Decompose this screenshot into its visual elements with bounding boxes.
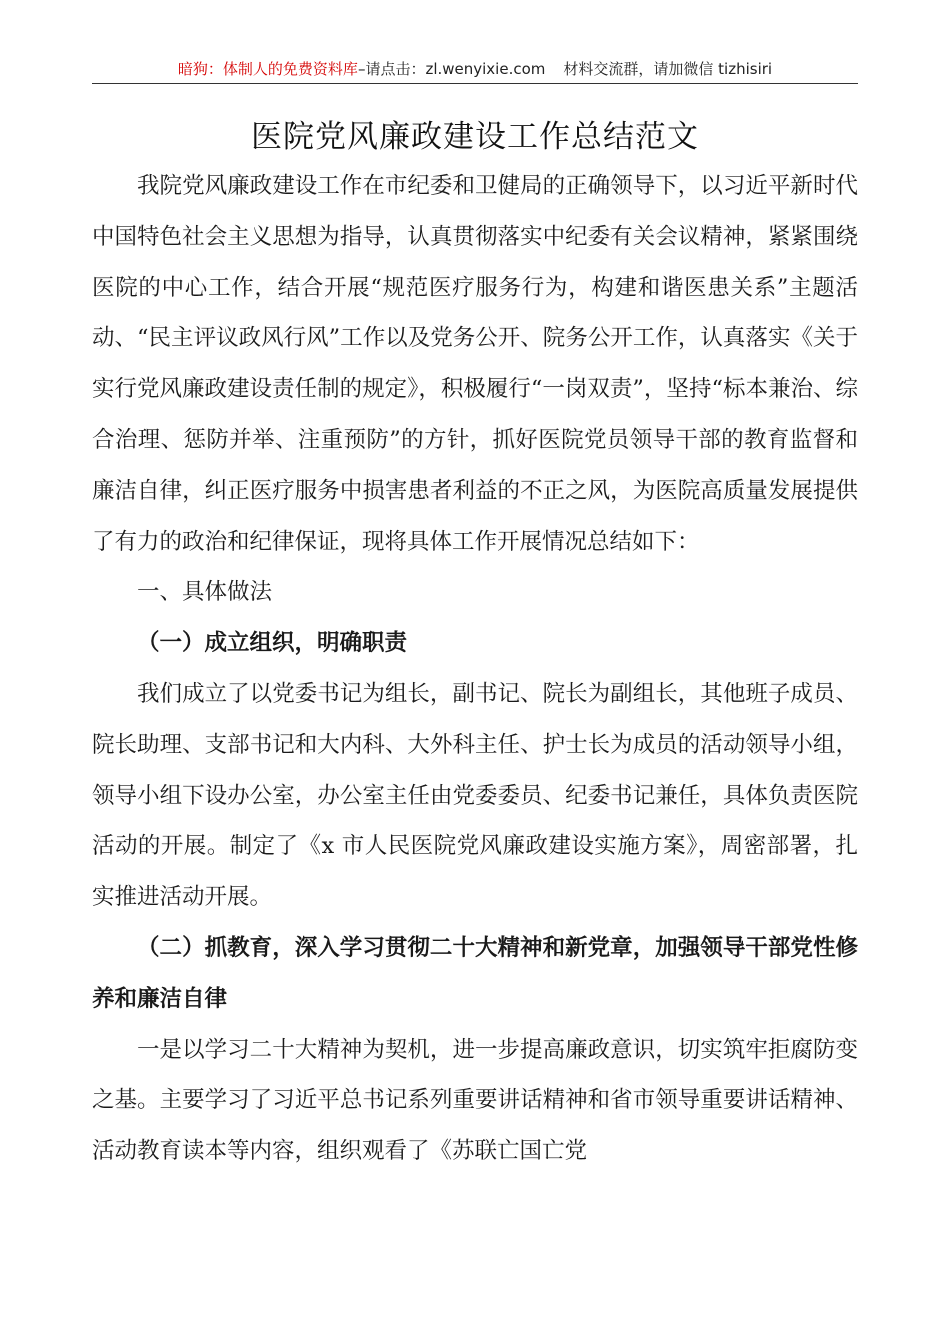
body-paragraph: 一是以学习二十大精神为契机，进一步提高廉政意识，切实筑牢拒腐防变之基。主要学习了习近平总书记系列重要讲话精神和省市领导重要讲话精神、活动教育读本等内容，组织观看了《苏联亡国亡党 (92, 1036, 858, 1165)
watermark-header (92, 56, 858, 82)
intro-paragraph: 我院党风廉政建设工作在市纪委和卫健局的正确领导下，以习近平新时代中国特色社会主义思想为指导，认真贯彻落实中纪委有关会议精神，紧紧围绕医院的中心工作，结合开展“规范医疗服务行为，构建和谐医患关系”主题活动、“民主评议政风行风”工作以及党务公开、院务公开工作，认真落实《关于实行党风廉政建设责任制的规定》，积极履行“一岗双责”，坚持“标本兼治、综合治理、惩防并举、注重预防”的方针，抓好医院党员领导干部的教育监督和廉洁自律，纠正医疗服务中损害患者利益的不正之风，为医院高质量发展提供了有力的政治和纪律保证，现将具体工作开展情况总结如下： (92, 173, 858, 555)
subsection-heading: （一）成立组织，明确职责 (137, 630, 408, 657)
section-heading: 一、具体做法 (137, 579, 273, 606)
brand-text: 暗狗：体制人的免费资料库 (177, 60, 358, 78)
wechat-note: 材料交流群，请加微信 tizhisiri (563, 60, 773, 78)
click-prompt: –请点击： (357, 60, 426, 78)
subsection-heading: （二）抓教育，深入学习贯彻二十大精神和新党章，加强领导干部党性修养和廉洁自律 (92, 934, 858, 1012)
body-paragraph: 我们成立了以党委书记为组长，副书记、院长为副组长，其他班子成员、院长助理、支部书记和大内科、大外科主任、护士长为成员的活动领导小组，领导小组下设办公室，办公室主任由党委委员、纪委书记兼任，具体负责医院活动的开展。制定了《x 市人民医院党风廉政建设实施方案》，周密部署，扎实推进活动开展。 (92, 680, 858, 911)
document-body (92, 161, 858, 1177)
header-divider (92, 83, 858, 84)
site-link[interactable]: zl.wenyixie.com (425, 60, 546, 78)
document-title: 医院党风廉政建设工作总结范文 (251, 119, 699, 155)
